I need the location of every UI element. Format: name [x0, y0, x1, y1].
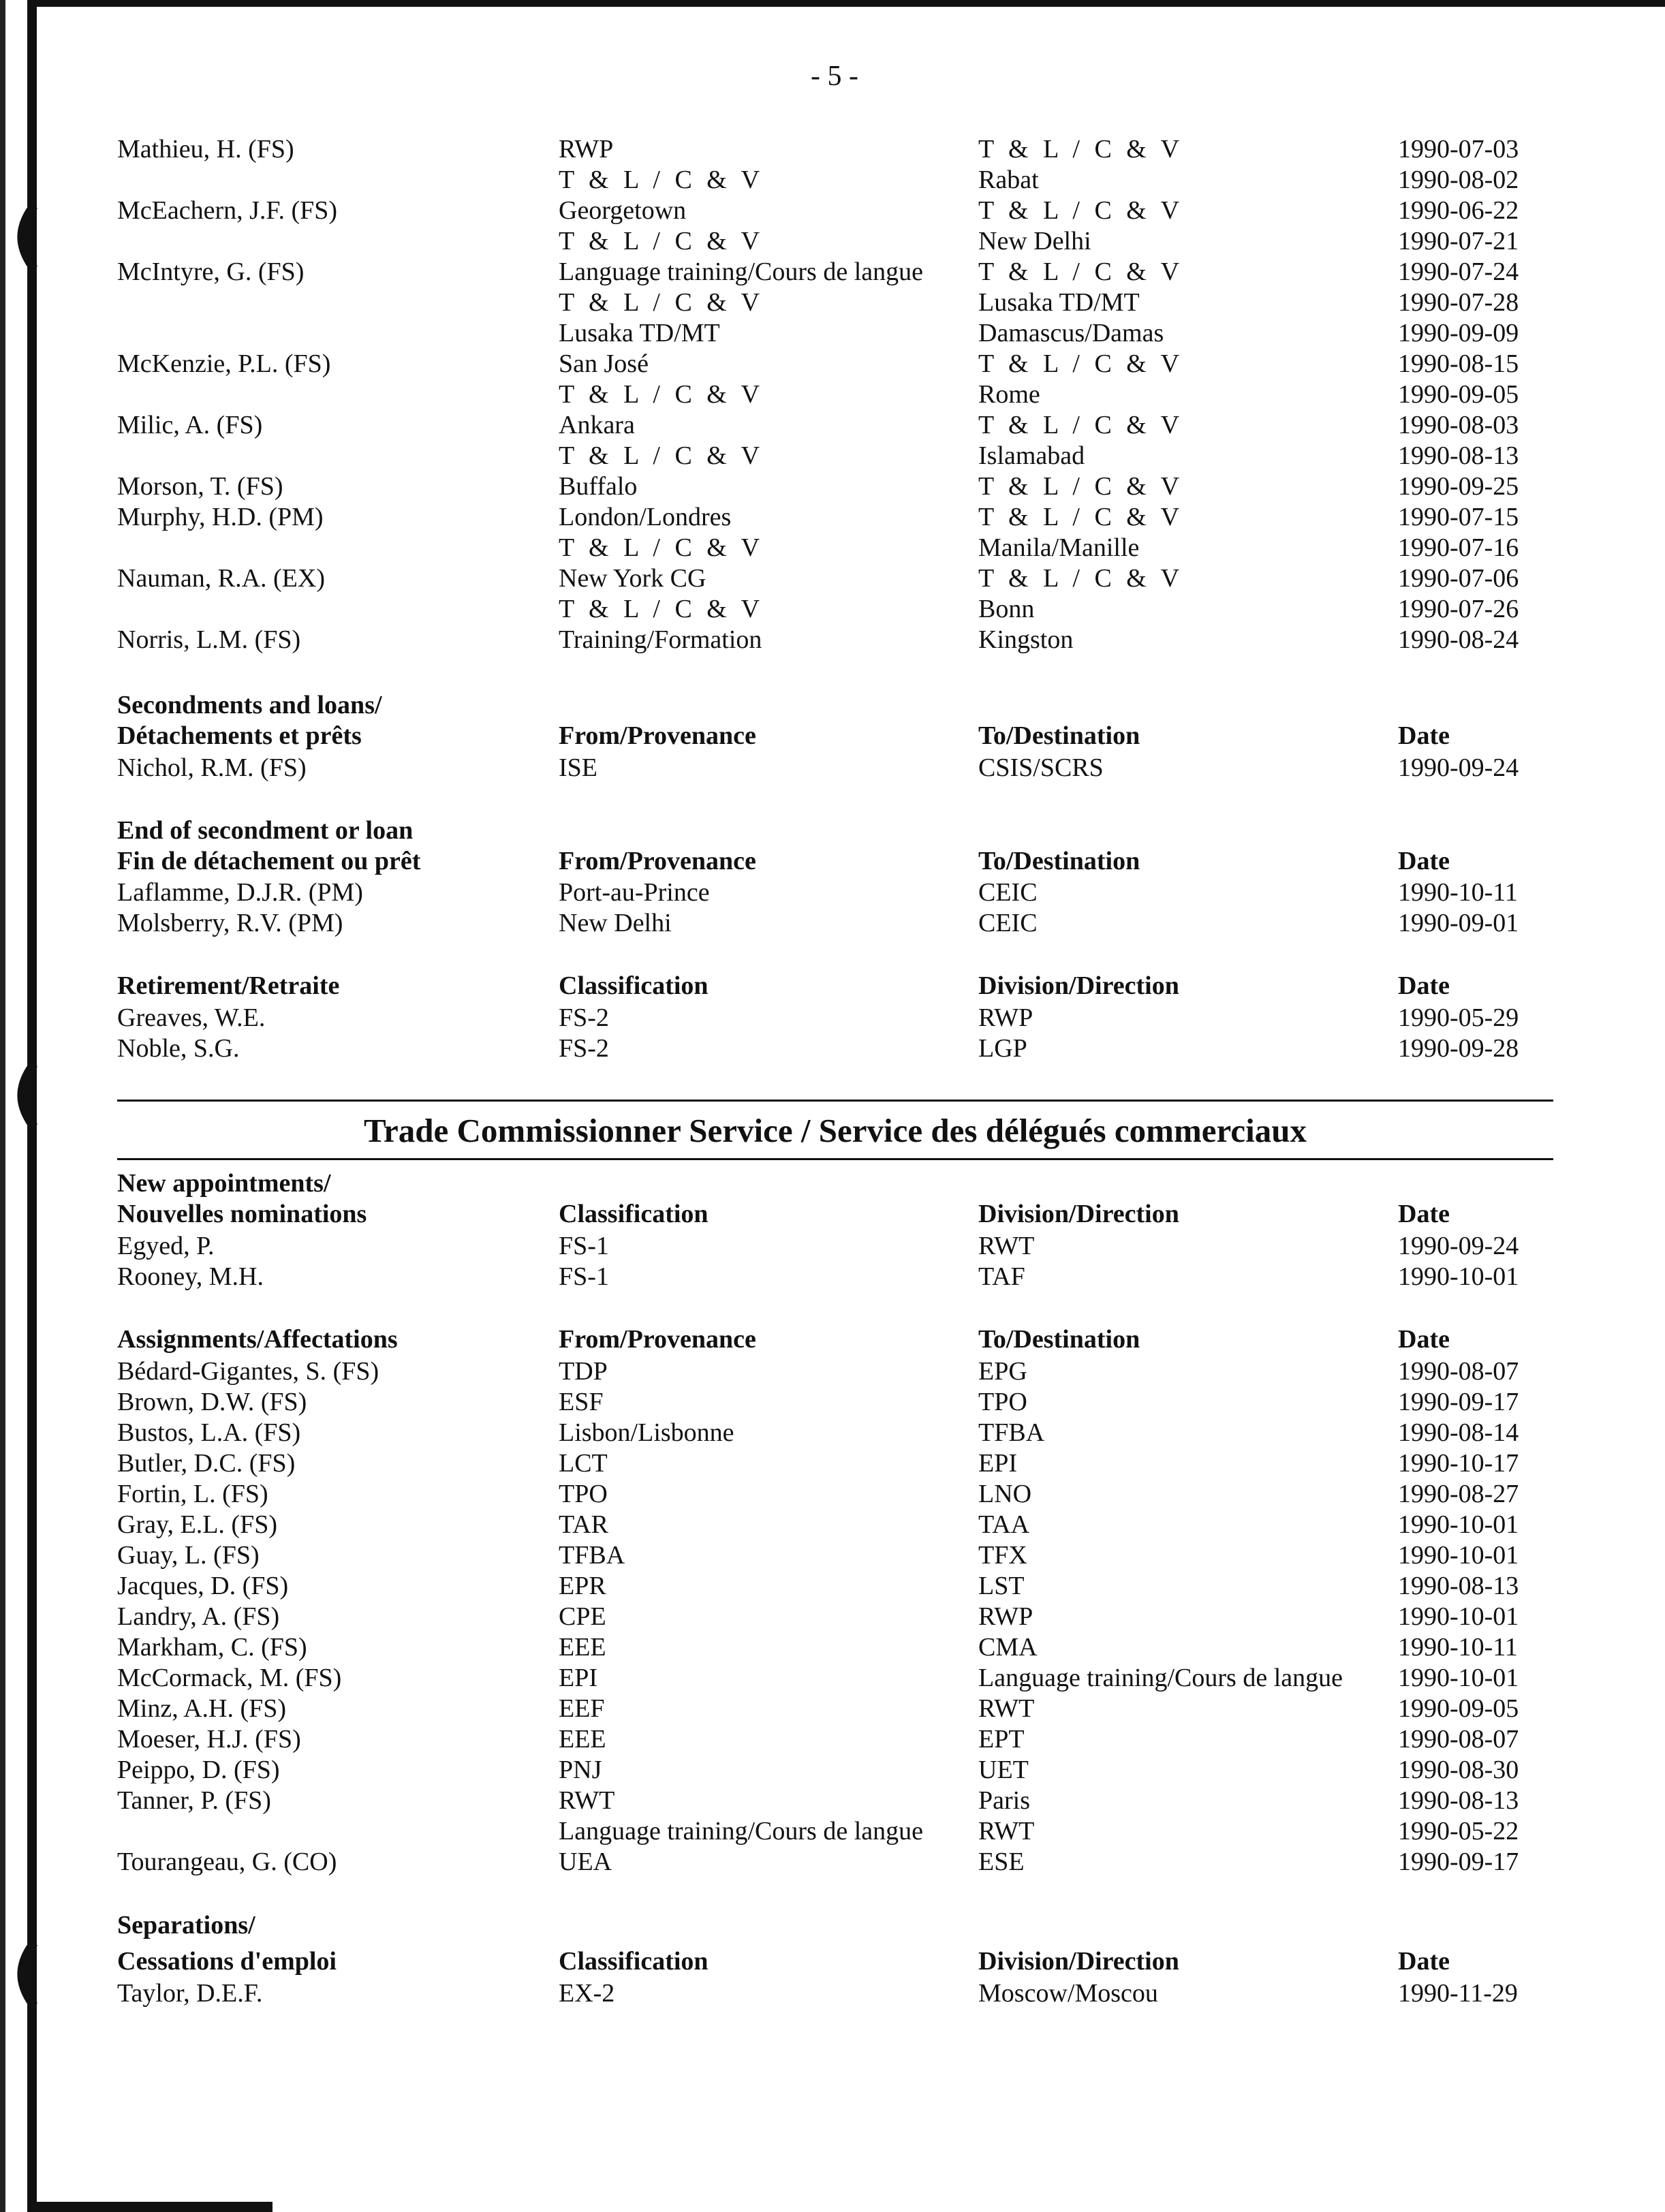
tcs-section-title: Trade Commissionner Service / Service des délégués commerciaux	[364, 1112, 1307, 1149]
date-cell: 1990-10-17	[1398, 1449, 1519, 1478]
column-header-division: Division/Direction	[978, 971, 1179, 1000]
from-cell: Lusaka TD/MT	[559, 319, 720, 347]
column-header-classification: Classification	[559, 1200, 709, 1228]
from-cell: T & L / C & V	[559, 595, 764, 623]
from-cell: TDP	[559, 1357, 608, 1386]
column-header-row	[0, 845, 1665, 877]
to-cell: RWT	[978, 1817, 1035, 1845]
table-row	[0, 624, 1665, 655]
section-heading	[0, 689, 1665, 721]
date-cell: 1990-07-06	[1398, 564, 1519, 593]
from-cell: Buffalo	[559, 472, 638, 501]
to-cell: T & L / C & V	[978, 503, 1184, 531]
to-cell: CEIC	[978, 878, 1038, 907]
date-cell: 1990-07-15	[1398, 503, 1519, 531]
name-cell: Butler, D.C. (FS)	[117, 1449, 296, 1478]
to-cell: LNO	[978, 1480, 1032, 1508]
classification-cell: EX-2	[559, 1979, 615, 2008]
section-title: Secondments and loans/	[117, 691, 382, 719]
date-cell: 1990-10-11	[1398, 878, 1518, 907]
division-cell: RWT	[978, 1232, 1035, 1260]
from-cell: Ankara	[559, 411, 635, 439]
table-row	[0, 409, 1665, 441]
date-cell: 1990-09-01	[1398, 909, 1519, 937]
table-row	[0, 317, 1665, 349]
section-title: Separations/	[117, 1911, 255, 1940]
name-cell: Moeser, H.J. (FS)	[117, 1725, 301, 1754]
table-row	[0, 379, 1665, 410]
from-cell: Lisbon/Lisbonne	[559, 1418, 734, 1447]
date-cell: 1990-10-11	[1398, 1633, 1518, 1662]
from-cell: EEF	[559, 1694, 605, 1723]
date-cell: 1990-09-25	[1398, 472, 1519, 501]
name-cell: Tanner, P. (FS)	[117, 1786, 271, 1815]
binder-clip-mark: ❪	[0, 1936, 55, 2009]
date-cell: 1990-07-28	[1398, 288, 1519, 317]
from-cell: LCT	[559, 1449, 608, 1478]
section-title: Nouvelles nominations	[117, 1200, 367, 1228]
section-title: Retirement/Retraite	[117, 971, 340, 1000]
column-header-date: Date	[1398, 847, 1450, 875]
table-row	[0, 593, 1665, 625]
date-cell: 1990-09-05	[1398, 380, 1519, 409]
date-cell: 1990-08-13	[1398, 1572, 1519, 1600]
column-header-classification: Classification	[559, 1947, 709, 1976]
column-header-classification: Classification	[559, 971, 709, 1000]
table-row	[0, 225, 1665, 257]
from-cell: T & L / C & V	[559, 288, 764, 317]
from-cell: CPE	[559, 1602, 606, 1631]
name-cell: McKenzie, P.L. (FS)	[117, 349, 331, 378]
name-cell: Nauman, R.A. (EX)	[117, 564, 325, 593]
from-cell: Training/Formation	[559, 625, 762, 654]
from-cell: TFBA	[559, 1541, 625, 1570]
date-cell: 1990-07-03	[1398, 135, 1519, 163]
table-row	[0, 1724, 1665, 1755]
to-cell: LST	[978, 1572, 1025, 1600]
table-row	[0, 1509, 1665, 1540]
name-cell: Bustos, L.A. (FS)	[117, 1418, 301, 1447]
table-row	[0, 1448, 1665, 1479]
to-cell: T & L / C & V	[978, 411, 1184, 439]
table-row	[0, 1785, 1665, 1816]
table-row	[0, 1002, 1665, 1033]
table-row	[0, 1816, 1665, 1847]
to-cell: EPT	[978, 1725, 1025, 1754]
name-cell: Landry, A. (FS)	[117, 1602, 280, 1631]
date-cell: 1990-08-13	[1398, 1786, 1519, 1815]
divider-rule	[117, 1100, 1553, 1102]
column-header-to: To/Destination	[978, 847, 1140, 875]
to-cell: EPG	[978, 1357, 1027, 1386]
division-cell: RWP	[978, 1003, 1033, 1032]
date-cell: 1990-08-07	[1398, 1725, 1519, 1754]
from-cell: RWP	[559, 135, 614, 163]
date-cell: 1990-08-27	[1398, 1480, 1519, 1508]
date-cell: 1990-10-01	[1398, 1541, 1519, 1570]
table-row	[0, 287, 1665, 318]
table-row	[0, 1033, 1665, 1064]
to-cell: RWT	[978, 1694, 1035, 1723]
section-title: New appointments/	[117, 1169, 331, 1198]
table-row	[0, 164, 1665, 196]
table-row	[0, 348, 1665, 379]
name-cell: Laflamme, D.J.R. (PM)	[117, 878, 363, 907]
section-heading	[0, 1910, 1665, 1941]
table-row	[0, 1978, 1665, 2009]
table-row	[0, 877, 1665, 908]
name-cell: Guay, L. (FS)	[117, 1541, 260, 1570]
from-cell: EEE	[559, 1725, 606, 1754]
to-cell: CSIS/SCRS	[978, 753, 1104, 782]
page-number: - 5 -	[811, 61, 858, 92]
date-cell: 1990-08-14	[1398, 1418, 1519, 1447]
from-cell: EPI	[559, 1664, 597, 1692]
to-cell: ESE	[978, 1848, 1025, 1876]
to-cell: UET	[978, 1756, 1029, 1784]
date-cell: 1990-11-29	[1398, 1979, 1518, 2008]
table-row	[0, 1230, 1665, 1262]
date-cell: 1990-07-26	[1398, 595, 1519, 623]
from-cell: Language training/Cours de langue	[559, 1817, 924, 1845]
table-row	[0, 1261, 1665, 1292]
to-cell: TFBA	[978, 1418, 1045, 1447]
name-cell: Morson, T. (FS)	[117, 472, 283, 501]
name-cell: McIntyre, G. (FS)	[117, 258, 305, 286]
division-cell: TAF	[978, 1262, 1025, 1291]
column-header-date: Date	[1398, 721, 1450, 750]
division-cell: Moscow/Moscou	[978, 1979, 1158, 2008]
table-row	[0, 134, 1665, 165]
name-cell: Tourangeau, G. (CO)	[117, 1848, 337, 1876]
to-cell: EPI	[978, 1449, 1017, 1478]
column-header-from: From/Provenance	[559, 1325, 756, 1354]
date-cell: 1990-10-01	[1398, 1664, 1519, 1692]
name-cell: Egyed, P.	[117, 1232, 215, 1260]
name-cell: Markham, C. (FS)	[117, 1633, 307, 1662]
to-cell: T & L / C & V	[978, 472, 1184, 501]
section-title: Fin de détachement ou prêt	[117, 847, 421, 875]
date-cell: 1990-08-15	[1398, 349, 1519, 378]
divider-rule	[117, 1158, 1553, 1160]
date-cell: 1990-09-05	[1398, 1694, 1519, 1723]
to-cell: Language training/Cours de langue	[978, 1664, 1343, 1692]
table-row	[0, 1570, 1665, 1602]
date-cell: 1990-08-03	[1398, 411, 1519, 439]
table-row	[0, 501, 1665, 533]
table-row	[0, 1846, 1665, 1878]
from-cell: EEE	[559, 1633, 606, 1662]
date-cell: 1990-08-02	[1398, 166, 1519, 194]
to-cell: Islamabad	[978, 441, 1085, 470]
date-cell: 1990-09-24	[1398, 753, 1519, 782]
to-cell: T & L / C & V	[978, 564, 1184, 593]
column-header-row	[0, 1198, 1665, 1230]
name-cell: Rooney, M.H.	[117, 1262, 264, 1291]
date-cell: 1990-07-21	[1398, 227, 1519, 255]
date-cell: 1990-08-24	[1398, 625, 1519, 654]
to-cell: Rabat	[978, 166, 1039, 194]
name-cell: Taylor, D.E.F.	[117, 1979, 263, 2008]
section-heading	[0, 1168, 1665, 1199]
column-header-to: To/Destination	[978, 721, 1140, 750]
classification-cell: FS-2	[559, 1003, 609, 1032]
date-cell: 1990-09-09	[1398, 319, 1519, 347]
name-cell: Mathieu, H. (FS)	[117, 135, 294, 163]
column-header-division: Division/Direction	[978, 1947, 1179, 1976]
name-cell: Murphy, H.D. (PM)	[117, 503, 324, 531]
name-cell: Molsberry, R.V. (PM)	[117, 909, 343, 937]
to-cell: TAA	[978, 1510, 1030, 1539]
from-cell: TAR	[559, 1510, 608, 1539]
column-header-from: From/Provenance	[559, 847, 756, 875]
date-cell: 1990-08-30	[1398, 1756, 1519, 1784]
to-cell: Rome	[978, 380, 1040, 409]
column-header-division: Division/Direction	[978, 1200, 1179, 1228]
name-cell: Nichol, R.M. (FS)	[117, 753, 307, 782]
table-row	[0, 1662, 1665, 1694]
table-row	[0, 1693, 1665, 1724]
table-row	[0, 1386, 1665, 1418]
from-cell: T & L / C & V	[559, 380, 764, 409]
date-cell: 1990-08-13	[1398, 441, 1519, 470]
from-cell: London/Londres	[559, 503, 732, 531]
date-cell: 1990-05-29	[1398, 1003, 1519, 1032]
date-cell: 1990-09-24	[1398, 1232, 1519, 1260]
to-cell: TPO	[978, 1388, 1027, 1416]
date-cell: 1990-10-01	[1398, 1510, 1519, 1539]
column-header-date: Date	[1398, 1200, 1450, 1228]
date-cell: 1990-10-01	[1398, 1262, 1519, 1291]
to-cell: T & L / C & V	[978, 349, 1184, 378]
table-row	[0, 1356, 1665, 1387]
from-cell: Port-au-Prince	[559, 878, 710, 907]
column-header-row	[0, 1946, 1665, 1977]
table-row	[0, 195, 1665, 226]
name-cell: Gray, E.L. (FS)	[117, 1510, 277, 1539]
to-cell: Damascus/Damas	[978, 319, 1164, 347]
to-cell: Kingston	[978, 625, 1074, 654]
section-heading	[0, 815, 1665, 846]
from-cell: New Delhi	[559, 909, 672, 937]
column-header-from: From/Provenance	[559, 721, 756, 750]
from-cell: ISE	[559, 753, 597, 782]
to-cell: T & L / C & V	[978, 135, 1184, 163]
table-row	[0, 563, 1665, 594]
to-cell: Bonn	[978, 595, 1035, 623]
table-row	[0, 256, 1665, 287]
section-title: Assignments/Affectations	[117, 1325, 398, 1354]
from-cell: UEA	[559, 1848, 612, 1876]
to-cell: Lusaka TD/MT	[978, 288, 1140, 317]
column-header-date: Date	[1398, 1325, 1450, 1354]
name-cell: Milic, A. (FS)	[117, 411, 263, 439]
date-cell: 1990-05-22	[1398, 1817, 1519, 1845]
scan-top-border	[27, 0, 1665, 7]
column-header-row	[0, 720, 1665, 751]
division-cell: LGP	[978, 1034, 1027, 1063]
table-row	[0, 1754, 1665, 1786]
table-row	[0, 1478, 1665, 1510]
column-header-date: Date	[1398, 1947, 1450, 1976]
to-cell: Paris	[978, 1786, 1030, 1815]
section-title: End of secondment or loan	[117, 816, 414, 845]
to-cell: TFX	[978, 1541, 1027, 1570]
from-cell: Language training/Cours de langue	[559, 258, 924, 286]
to-cell: T & L / C & V	[978, 196, 1184, 225]
from-cell: T & L / C & V	[559, 166, 764, 194]
to-cell: Manila/Manille	[978, 533, 1140, 562]
name-cell: Noble, S.G.	[117, 1034, 240, 1063]
name-cell: McCormack, M. (FS)	[117, 1664, 342, 1692]
section-title: Cessations d'emploi	[117, 1947, 337, 1976]
name-cell: McEachern, J.F. (FS)	[117, 196, 338, 225]
table-row	[0, 1540, 1665, 1571]
column-header-to: To/Destination	[978, 1325, 1140, 1354]
column-header-date: Date	[1398, 971, 1450, 1000]
name-cell: Peippo, D. (FS)	[117, 1756, 280, 1784]
table-row	[0, 907, 1665, 939]
from-cell: TPO	[559, 1480, 608, 1508]
from-cell: PNJ	[559, 1756, 602, 1784]
table-row	[0, 752, 1665, 783]
column-header-row	[0, 970, 1665, 1001]
table-row	[0, 532, 1665, 563]
name-cell: Fortin, L. (FS)	[117, 1480, 268, 1508]
table-row	[0, 1632, 1665, 1663]
scan-bottom-border	[27, 2202, 273, 2212]
classification-cell: FS-2	[559, 1034, 609, 1063]
binder-clip-mark: ❪	[0, 199, 55, 272]
date-cell: 1990-08-07	[1398, 1357, 1519, 1386]
to-cell: New Delhi	[978, 227, 1091, 255]
classification-cell: FS-1	[559, 1232, 609, 1260]
table-row	[0, 1601, 1665, 1632]
table-row	[0, 471, 1665, 502]
to-cell: T & L / C & V	[978, 258, 1184, 286]
date-cell: 1990-10-01	[1398, 1602, 1519, 1631]
from-cell: T & L / C & V	[559, 227, 764, 255]
name-cell: Greaves, W.E.	[117, 1003, 266, 1032]
section-title: Détachements et prêts	[117, 721, 362, 750]
from-cell: San José	[559, 349, 649, 378]
name-cell: Brown, D.W. (FS)	[117, 1388, 307, 1416]
binder-clip-mark: ❪	[0, 1057, 55, 1130]
to-cell: RWP	[978, 1602, 1033, 1631]
table-row	[0, 440, 1665, 471]
from-cell: T & L / C & V	[559, 533, 764, 562]
column-header-row	[0, 1324, 1665, 1355]
date-cell: 1990-09-17	[1398, 1388, 1519, 1416]
name-cell: Norris, L.M. (FS)	[117, 625, 301, 654]
classification-cell: FS-1	[559, 1262, 609, 1291]
date-cell: 1990-07-16	[1398, 533, 1519, 562]
from-cell: Georgetown	[559, 196, 687, 225]
name-cell: Minz, A.H. (FS)	[117, 1694, 287, 1723]
from-cell: RWT	[559, 1786, 615, 1815]
name-cell: Bédard-Gigantes, S. (FS)	[117, 1357, 379, 1386]
from-cell: New York CG	[559, 564, 706, 593]
to-cell: CEIC	[978, 909, 1038, 937]
date-cell: 1990-07-24	[1398, 258, 1519, 286]
date-cell: 1990-06-22	[1398, 196, 1519, 225]
table-row	[0, 1417, 1665, 1448]
name-cell: Jacques, D. (FS)	[117, 1572, 289, 1600]
date-cell: 1990-09-17	[1398, 1848, 1519, 1876]
to-cell: CMA	[978, 1633, 1038, 1662]
from-cell: T & L / C & V	[559, 441, 764, 470]
from-cell: EPR	[559, 1572, 606, 1600]
from-cell: ESF	[559, 1388, 604, 1416]
date-cell: 1990-09-28	[1398, 1034, 1519, 1063]
